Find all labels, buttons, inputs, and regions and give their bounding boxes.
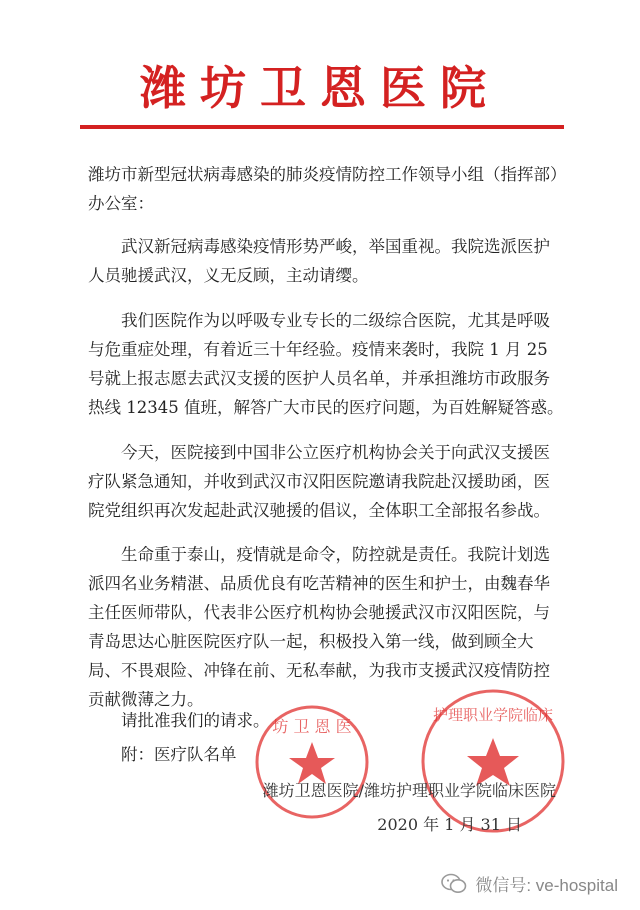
paragraph-text: 我们医院作为以呼吸专业专长的二级综合医院，尤其是呼吸与危重症处理，有着近三十年经验。疫情来袭时，我院 1 月 25 号就上报志愿去武汉支援的医护人员名单，并承担潍坊市政服务热线 12345 值班，解答广大市民的医疗问题，为百姓解疑答惑。 [88,311,564,417]
paragraph-3 [88,438,564,535]
signature-line: 潍坊卫恩医院/潍坊护理职业学院临床医院 [262,781,556,800]
paragraph-text: 生命重于泰山，疫情就是命令，防控就是责任。我院计划选派四名业务精湛、品质优良有吃苦精神的医生和护士，由魏春华主任医师带队，代表非公医疗机构协会驰援武汉市汉阳医院，与青岛思达心脏医院医疗队一起，积极投入第一线，做到顾全大局、不畏艰险、冲锋在前、无私奉献，为我市支援武汉疫情防控贡献微薄之力。 [88,545,550,709]
letterhead-divider [80,125,564,129]
svg-text:护理职业学院临床: 护理职业学院临床 [432,706,554,724]
paragraph-2 [88,306,564,432]
paragraph-text: 武汉新冠病毒感染疫情形势严峻，举国重视。我院选派医护人员驰援武汉，义无反顾，主动请缨。 [88,237,550,285]
addressee: 潍坊市新型冠状病毒感染的肺炎疫情防控工作领导小组（指挥部）办公室： [88,165,559,213]
hospital-letterhead-title: 潍坊卫恩医院 [140,61,500,115]
wechat-icon [441,873,467,895]
paragraph-1 [88,232,564,300]
paragraph-text: 请批准我们的请求。 [121,711,270,730]
paragraph-text: 今天，医院接到中国非公立医疗机构协会关于向武汉支援医疗队紧急通知，并收到武汉市汉阳医院邀请我院赴汉援助函，医院党组织再次发起赴武汉驰援的倡议，全体职工全部报名参战。 [88,443,550,520]
wechat-watermark [441,871,618,896]
watermark-text: 微信号: ve-hospital [475,876,618,895]
paragraph-text: 附：医疗队名单 [121,745,237,764]
letter-date: 2020 年 1 月 31 日 [377,815,522,834]
svg-text:坊 卫 恩 医: 坊 卫 恩 医 [272,717,352,736]
hospital-seal-left [252,702,372,822]
